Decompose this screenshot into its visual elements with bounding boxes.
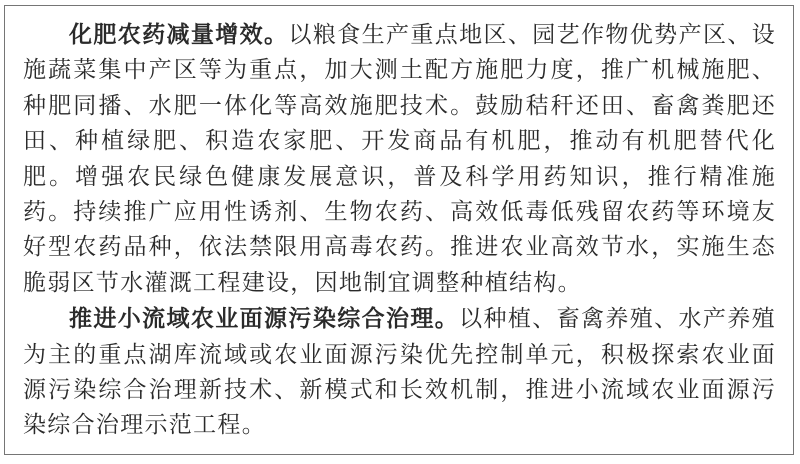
document-text-block [23,17,776,444]
paragraph-2-body-text: 以种植、畜禽养殖、水产养殖为主的重点湖库流域或农业面源污染优先控制单元，积极探索农业面源污染综合治理新技术、新模式和长效机制，推进小流域农业面源污染综合治理示范工程。 [23,306,776,439]
paragraph-1-body-text: 以粮食生产重点地区、园艺作物优势产区、设施蔬菜集中产区等为重点，加大测土配方施肥力度，推广机械施肥、种肥同播、水肥一体化等高效施肥技术。鼓励秸秆还田、畜禽粪肥还田、种植绿肥、积造农家肥、开发商品有机肥，推动有机肥替代化肥。增强农民绿色健康发展意识，普及科学用药知识，推行精准施药。持续推广应用性诱剂、生物农药、高效低毒低残留农药等环境友好型农药品种，依法禁限用高毒农药。推进农业高效节水，实施生态脆弱区节水灌溉工程建设，因地制宜调整种植结构。 [23,22,777,296]
paragraph-1 [23,17,776,301]
paragraph-2-lead-sentence: 推进小流域农业面源污染综合治理。 [69,305,460,333]
paragraph-1-lead-sentence: 化肥农药减量增效。 [69,21,289,48]
paragraph-2 [23,301,776,444]
